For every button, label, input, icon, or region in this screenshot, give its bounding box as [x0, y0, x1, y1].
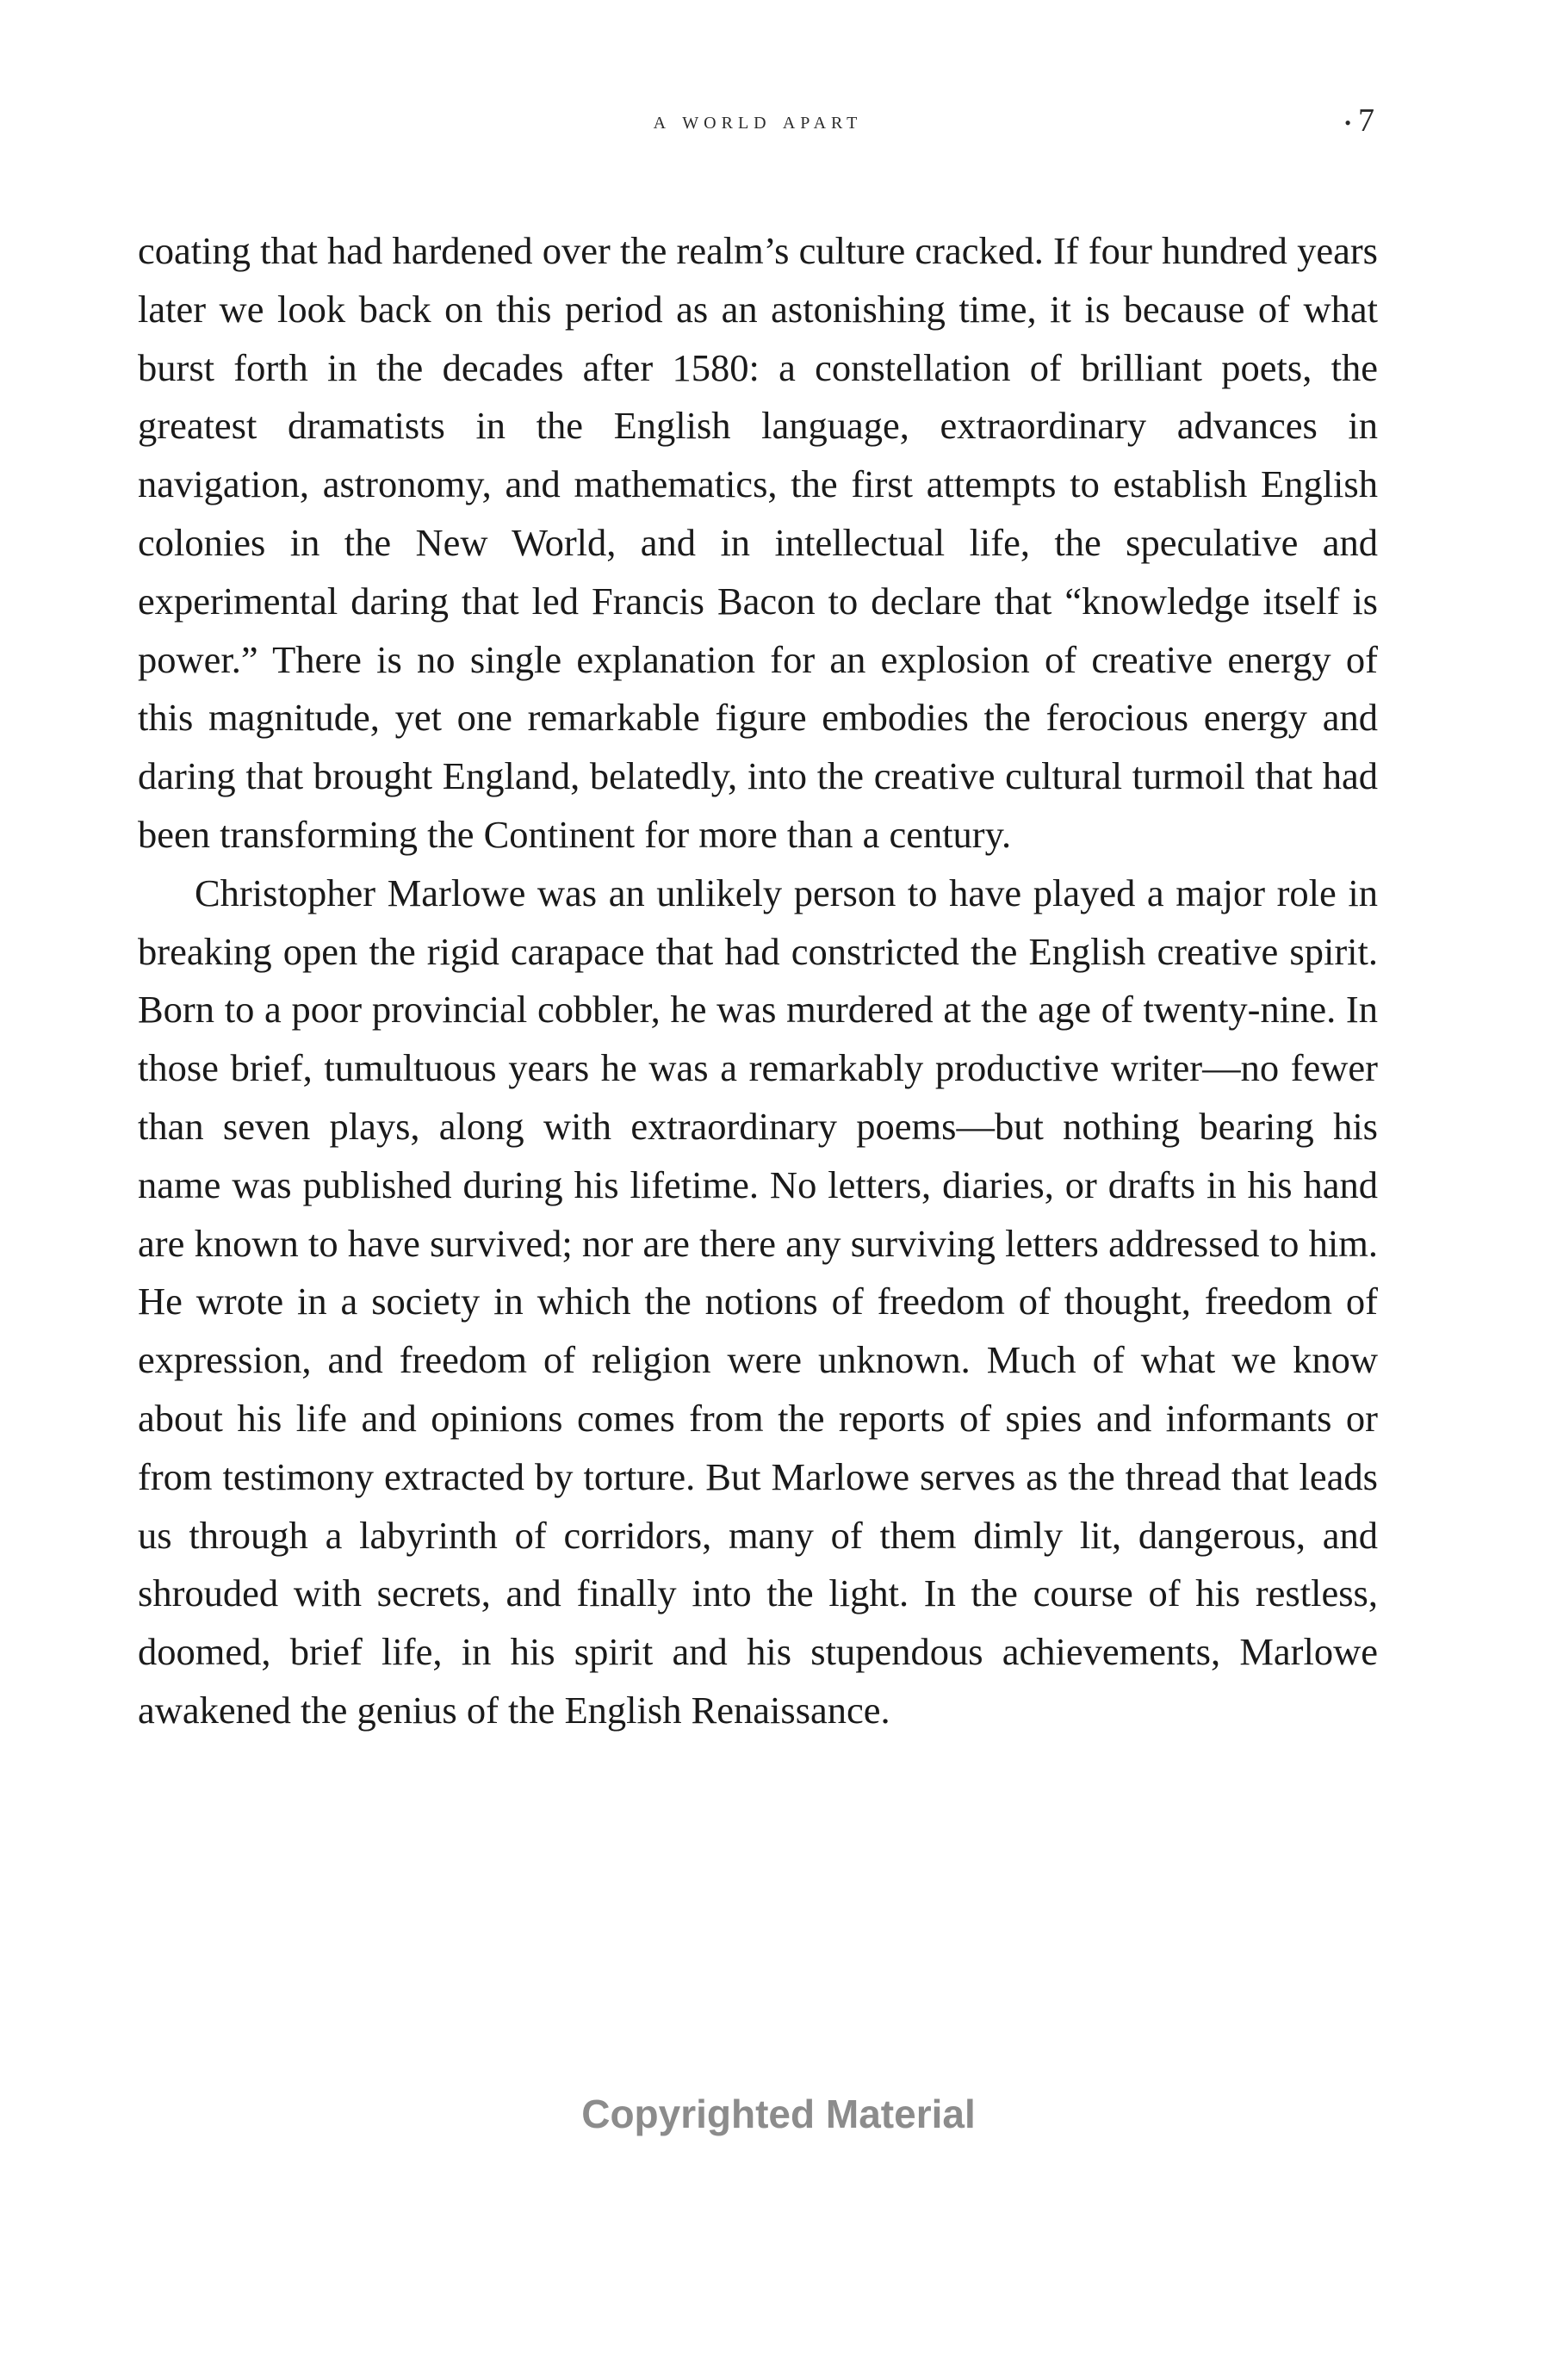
- running-title: a world apart: [653, 107, 863, 134]
- running-head: [138, 102, 1378, 141]
- copyright-watermark: Copyrighted Material: [581, 2092, 976, 2136]
- paragraph-marlowe: Christopher Marlowe was an unlikely person to have played a major role in breaking open the rigid carapace that had constricted the English creative spirit. Born to a poor provincial cobbler, he was murdered at the age of twenty-nine. In those brief, tumultuous years he was a remarkably productive writer—no fewer than seven plays, along with extraordinary poems—but nothing bearing his name was published during his lifetime. No letters, diaries, or drafts in his hand are known to have survived; nor are there any surviving letters addressed to him. He wrote in a society in which the notions of freedom of thought, freedom of expression, and freedom of religion were unknown. Much of what we know about his life and opinions comes from the reports of spies and informants or from testimony extracted by torture. But Marlowe serves as the thread that leads us through a labyrinth of corridors, many of them dimly lit, dangerous, and shrouded with secrets, and finally into the light. In the course of his restless, doomed, brief life, in his spirit and his stupendous achievements, Marlowe awakened the genius of the English Renaissance.: [138, 871, 1378, 1732]
- page-number: [1344, 102, 1374, 139]
- body-text: [138, 222, 1378, 1740]
- paragraph-continued: coating that had hardened over the realm’s culture cracked. If four hundred years later we look back on this period as an astonishing time, it is because of what burst forth in the decades after 1580: a constellation of brilliant poets, the greatest dramatists in the English language, extraordinary advances in navigation, astronomy, and mathematics, the first attempts to establish English colonies in the New World, and in intellectual life, the speculative and experimental daring that led Francis Bacon to declare that “knowledge itself is power.” There is no single explanation for an explosion of creative energy of this magnitude, yet one remarkable figure embodies the ferocious energy and daring that brought England, belatedly, into the creative cultural turmoil that had been transforming the Continent for more than a century.: [138, 229, 1378, 856]
- page-number-value: 7: [1358, 102, 1374, 139]
- bullet-ornament-icon: •: [1344, 112, 1351, 134]
